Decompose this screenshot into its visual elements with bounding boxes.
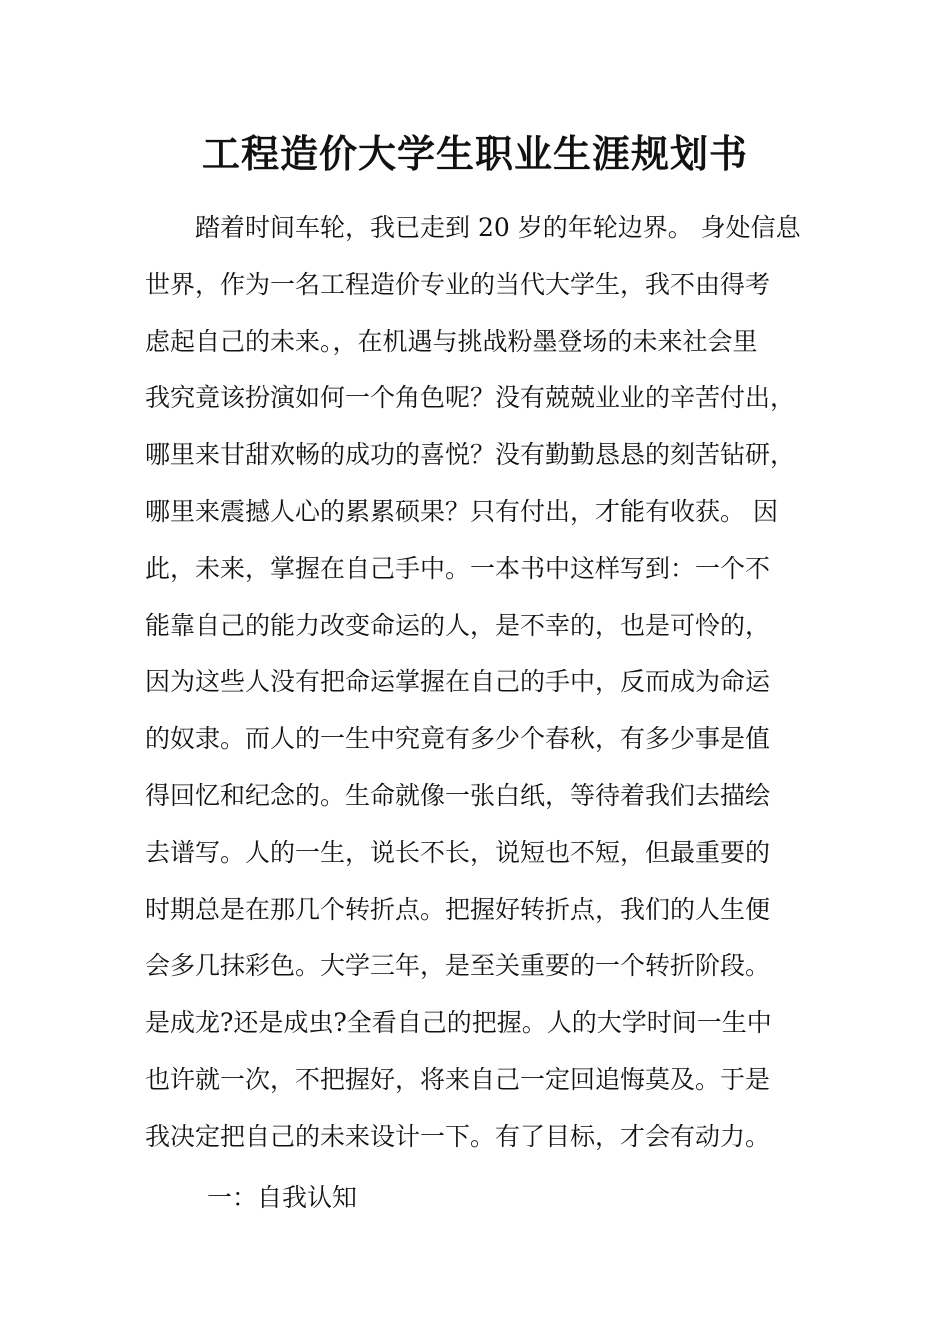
paragraph-line: 的奴隶。而人的一生中究竟有多少个春秋，有多少事是值 [145, 724, 771, 754]
paragraph-line: 会多几抹彩色。大学三年，是至关重要的一个转折阶段。 [145, 951, 771, 981]
document-title: 工程造价大学生职业生涯规划书 [201, 131, 748, 176]
paragraph-line: 去谱写。人的一生，说长不长，说短也不短，但最重要的 [145, 837, 771, 867]
paragraph-line: 此，未来，掌握在自己手中。一本书中这样写到：一个不 [145, 553, 771, 583]
paragraph-line: 哪里来震撼人心的累累硕果？只有付出，才能有收获。 因 [145, 496, 778, 526]
section-heading: 一：自我认知 [207, 1183, 358, 1212]
paragraph-line: 能靠自己的能力改变命运的人，是不幸的，也是可怜的， [145, 610, 771, 640]
paragraph-line: 哪里来甘甜欢畅的成功的喜悦？没有勤勤恳恳的刻苦钻研， [145, 440, 796, 470]
intro-paragraph [145, 200, 825, 1166]
paragraph-line: 时期总是在那几个转折点。把握好转折点，我们的人生便 [145, 894, 771, 924]
paragraph-line: 我究竟该扮演如何一个角色呢？没有兢兢业业的辛苦付出， [145, 383, 796, 413]
paragraph-line: 得回忆和纪念的。生命就像一张白纸，等待着我们去描绘 [145, 780, 771, 810]
paragraph-line: 踏着时间车轮，我已走到 20 岁的年轮边界。 身处信息 [195, 213, 801, 242]
paragraph-line: 虑起自己的未来。，在机遇与挑战粉墨登场的未来社会里 [145, 326, 758, 356]
paragraph-line: 因为这些人没有把命运掌握在自己的手中，反而成为命运 [145, 667, 771, 697]
paragraph-line: 世界，作为一名工程造价专业的当代大学生，我不由得考 [145, 269, 771, 299]
paragraph-line: 也许就一次，不把握好，将来自己一定回追悔莫及。于是 [145, 1064, 771, 1094]
paragraph-line: 是成龙?还是成虫?全看自己的把握。人的大学时间一生中 [145, 1008, 772, 1038]
paragraph-line: 我决定把自己的未来设计一下。有了目标，才会有动力。 [145, 1121, 771, 1151]
